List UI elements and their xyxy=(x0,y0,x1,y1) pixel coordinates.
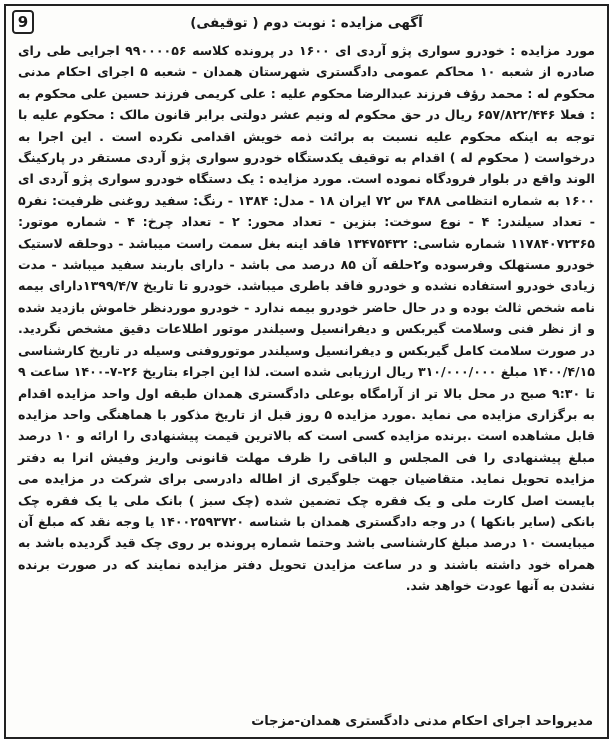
auction-notice xyxy=(4,4,609,739)
notice-title: آگهی مزایده : نوبت دوم ( توقیفی) xyxy=(190,15,423,31)
notice-body: مورد مزایده : خودرو سواری پژو آردی ای ۱۶۰۰ در پرونده کلاسه ۹۹۰۰۰۰۵۶ اجرایی طی رای صادره از شعبه ۱۰ محاکم عمومی دادگستری شهرستان همدان - شعبه ۵ اجرای احکام مدنی محکوم له : محمد رؤف فرزند عبدالرضا محکوم علیه : علی کریمی فرزند حسین علی محکوم به : فعلا ۶۵۷/۸۲۲/۴۴۶ ریال در حق محکوم له ونیم عشر دولتی برابر قانون مالک : محکوم علیه با توجه به اینکه محکوم علیه نسبت به برائت ذمه خویش اقدامی نکرده است . این اجرا به درخواست ( محکوم له ) اقدام به توقیف یکدستگاه خودرو سواری پژو آردی مستقر در پارکینگ الوند واقع در بلوار فرودگاه نموده است. مورد مزایده : یک دستگاه خودرو سواری پژو آردی ای ۱۶۰۰ به شماره انتظامی ۴۸۸ س ۷۲ ایران ۱۸ - مدل: ۱۳۸۴ - رنگ: سفید روغنی ظرفیت: نفر۵ - تعداد سیلندر: ۴ - نوع سوخت: بنزین - تعداد محور: ۲ - تعداد چرخ: ۴ - شماره موتور: ۱۱۷۸۴۰۷۲۳۶۵ شماره شاسی: ۱۳۴۷۵۴۳۲ فاقد اینه بغل سمت راست میباشد - دوحلقه لاستیک خودرو مستهلک وفرسوده و۲حلقه آن ۸۵ درصد می باشد - دارای باربند سفید میباشد - مدت زیادی خودرو استفاده نشده و خودرو فاقد باطری میباشد. خودرو تا تاریخ ۱۳۹۹/۴/۷دارای بیمه نامه شخص ثالث بوده و در حال حاضر خودرو بیمه ندارد - خودرو موردنظر خاموش بازدید شده و از نظر فنی وسلامت گیربکس و دیفرانسیل وسیلندر موتور اطلاعات دقیق مشخص نگردید. در صورت سلامت کامل گیربکس و دیفرانسیل وسیلندر موتوروفنی وسیله در تاریخ کارشناسی ۱۴۰۰/۴/۱۵ مبلغ ۳۱۰/۰۰۰/۰۰۰ ریال ارزیابی شده است. لذا این اجراء بتاریخ ۲۶-۷-۱۴۰۰ ساعت ۹ تا ۹:۳۰ صبح در محل بالا تر از آرامگاه بوعلی دادگستری همدان طبقه اول واحد مزایده اقدام به برگزاری مزایده می نماید .مورد مزایده ۵ روز قبل از تاریخ مذکور با هماهنگی واحد مزایده قابل مشاهده است .برنده مزایده کسی است که بالاترین قیمت پیشنهادی را ارائه و ۱۰ درصد مبلغ پیشنهادی را فی المجلس و الباقی را ظرف مهلت قانونی واریز وفیش انرا به دفتر مزایده تحویل نماید. متقاضیان جهت جلوگیری از اطاله دادرسی برای شرکت در مزایده می بایست اصل کارت ملی و یک فقره چک تضمین شده (چک سبز ) بانک ملی یا یک فقره چک بانکی (سایر بانکها ) در وجه دادگستری همدان با شناسه ۱۴۰۰۲۵۹۳۷۲۰ یا وجه نقد که مبلغ آن میبایست ۱۰ درصد مبلغ کارشناسی باشد وحتما شماره پرونده بر روی چک قید گردیده باشد به همراه خود داشته باشند و در ساعت مزایدن تحویل دفتر مزایده نمایند که در صورت برنده نشدن به آنها عودت خواهد شد. xyxy=(18,43,596,594)
notice-signature: مدیرواحد اجرای احکام مدنی دادگستری همدان-مزجات xyxy=(251,714,593,729)
notice-number-badge: 9 xyxy=(12,10,34,34)
